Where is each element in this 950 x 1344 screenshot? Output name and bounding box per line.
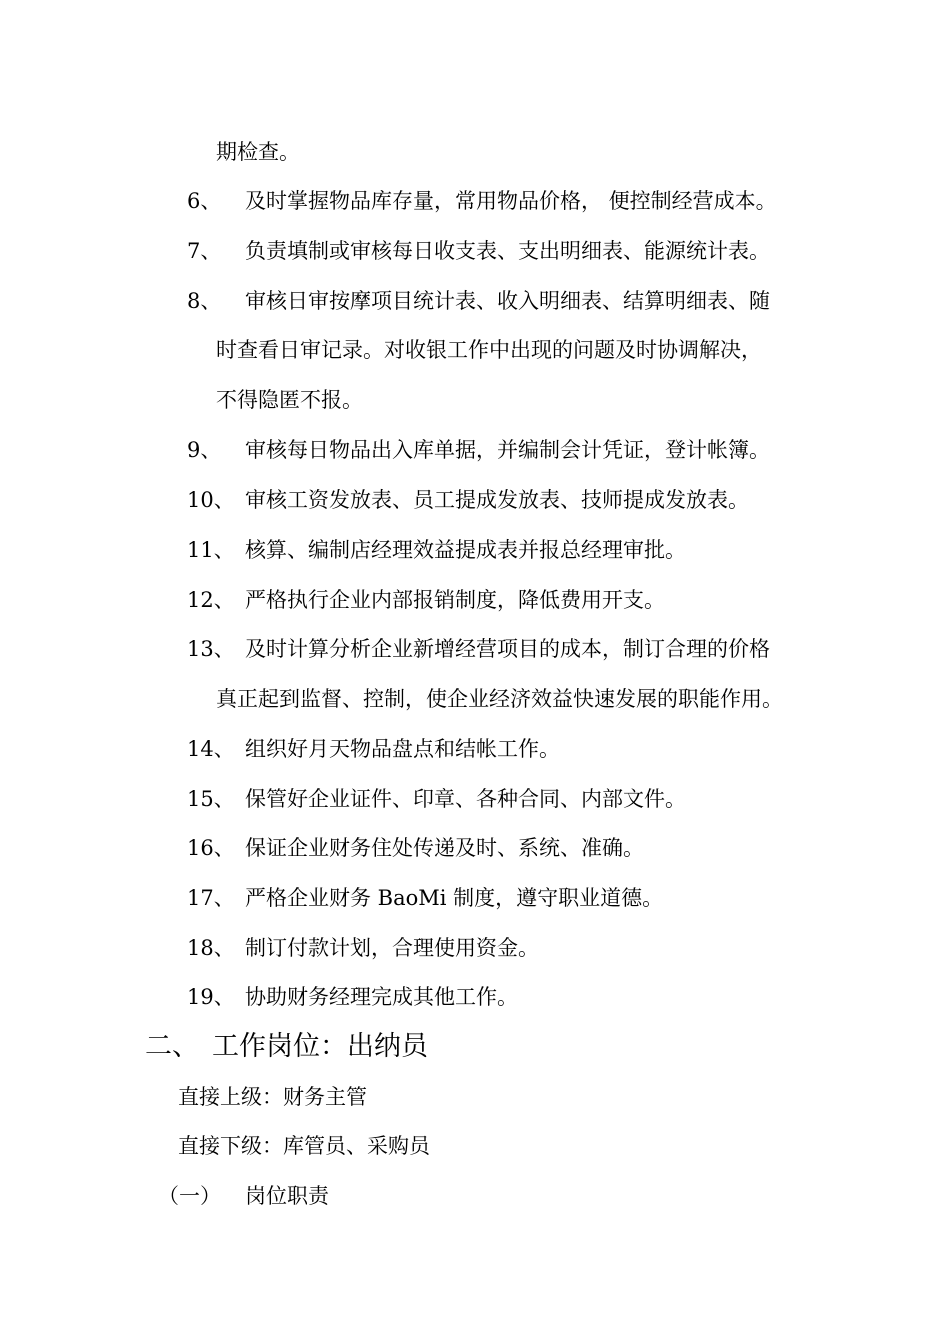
item-text-continuation: 时查看日审记录。对收银工作中出现的问题及时协调解决， [216, 338, 762, 362]
item-number: 13、 [187, 637, 235, 661]
item-text: 制订付款计划，合理使用资金。 [245, 936, 539, 960]
item-number: 18、 [187, 936, 235, 960]
section-number: 二、 [145, 1031, 199, 1062]
item-text: 审核每日物品出入库单据，并编制会计凭证，登计帐簿。 [245, 438, 770, 462]
item-number: 15、 [187, 787, 235, 811]
subsection-title: 岗位职责 [245, 1184, 329, 1208]
item-number: 14、 [187, 737, 235, 761]
subsection-number: （一） [158, 1184, 221, 1208]
item-text: 严格企业财务 BaoMi 制度，遵守职业道德。 [245, 886, 664, 910]
item-text: 负责填制或审核每日收支表、支出明细表、能源统计表。 [245, 239, 770, 263]
item-text: 组织好月天物品盘点和结帐工作。 [245, 737, 560, 761]
section-heading [145, 1029, 428, 1065]
direct-subordinate: 直接下级：库管员、采购员 [178, 1134, 430, 1158]
item-number: 10、 [187, 488, 235, 512]
item-text-continuation: 不得隐匿不报。 [216, 388, 363, 412]
direct-superior: 直接上级：财务主管 [178, 1085, 367, 1109]
item-number: 11、 [187, 538, 235, 562]
item-text: 审核日审按摩项目统计表、收入明细表、结算明细表、随 [245, 289, 770, 313]
item-5-continuation: 期检查。 [216, 140, 300, 164]
item-text: 保证企业财务住处传递及时、系统、准确。 [245, 836, 644, 860]
item-number: 6、 [187, 189, 222, 213]
item-number: 16、 [187, 836, 235, 860]
item-text: 及时掌握物品库存量，常用物品价格， 便控制经营成本。 [245, 189, 777, 213]
item-number: 17、 [187, 886, 235, 910]
section-title: 工作岗位：出纳员 [212, 1031, 428, 1062]
item-text: 保管好企业证件、印章、各种合同、内部文件。 [245, 787, 686, 811]
item-text: 及时计算分析企业新增经营项目的成本，制订合理的价格 [245, 637, 770, 661]
item-number: 7、 [187, 239, 222, 263]
item-number: 8、 [187, 289, 222, 313]
item-number: 9、 [187, 438, 222, 462]
item-text: 协助财务经理完成其他工作。 [245, 985, 518, 1009]
item-text: 审核工资发放表、员工提成发放表、技师提成发放表。 [245, 488, 749, 512]
item-number: 19、 [187, 985, 235, 1009]
item-text: 严格执行企业内部报销制度，降低费用开支。 [245, 588, 665, 612]
item-text-continuation: 真正起到监督、控制，使企业经济效益快速发展的职能作用。 [216, 687, 783, 711]
item-text: 核算、编制店经理效益提成表并报总经理审批。 [245, 538, 686, 562]
item-number: 12、 [187, 588, 235, 612]
